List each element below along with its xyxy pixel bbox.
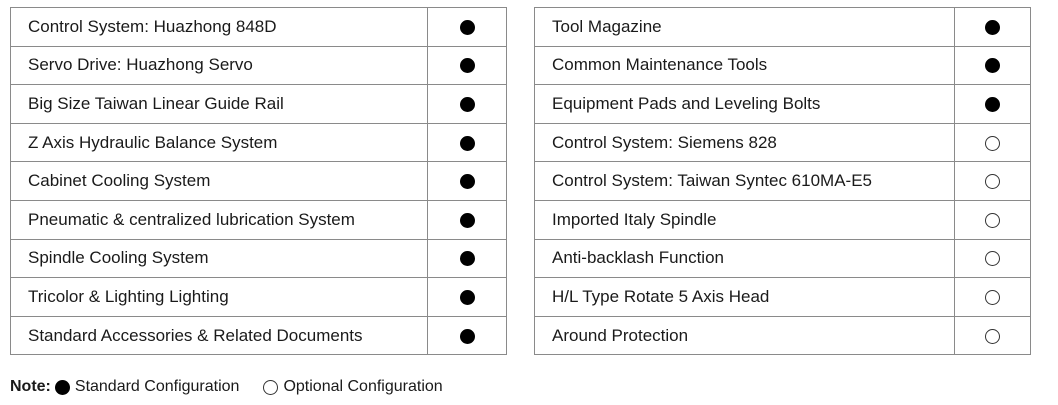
config-mark-cell <box>428 123 507 162</box>
feature-name: Tool Magazine <box>535 8 955 47</box>
config-mark-cell <box>428 8 507 47</box>
table-row <box>11 278 507 317</box>
config-mark-cell <box>955 85 1031 124</box>
feature-name: Pneumatic & centralized lubrication System <box>11 200 428 239</box>
filled-circle-icon <box>460 58 475 73</box>
table-row <box>535 316 1031 355</box>
table-row <box>11 239 507 278</box>
table-body-right <box>535 8 1031 355</box>
features-table-right <box>534 7 1031 355</box>
open-circle-icon <box>985 290 1000 305</box>
feature-name: Common Maintenance Tools <box>535 46 955 85</box>
feature-name: Cabinet Cooling System <box>11 162 428 201</box>
filled-circle-icon <box>460 213 475 228</box>
config-mark-cell <box>955 200 1031 239</box>
filled-circle-icon <box>985 97 1000 112</box>
open-circle-icon <box>263 380 278 395</box>
filled-circle-icon <box>985 58 1000 73</box>
config-mark-cell <box>955 316 1031 355</box>
optional-config-label: Optional Configuration <box>283 378 443 395</box>
table-row <box>535 239 1031 278</box>
filled-circle-icon <box>985 20 1000 35</box>
open-circle-icon <box>985 174 1000 189</box>
filled-circle-icon <box>460 20 475 35</box>
table-row <box>11 162 507 201</box>
legend-note <box>10 378 443 396</box>
table-row <box>11 316 507 355</box>
table-row <box>535 8 1031 47</box>
table-row <box>11 200 507 239</box>
feature-name: Tricolor & Lighting Lighting <box>11 278 428 317</box>
open-circle-icon <box>985 329 1000 344</box>
feature-name: Spindle Cooling System <box>11 239 428 278</box>
open-circle-icon <box>985 136 1000 151</box>
feature-name: Control System: Taiwan Syntec 610MA-E5 <box>535 162 955 201</box>
table-row <box>535 278 1031 317</box>
config-mark-cell <box>428 239 507 278</box>
feature-name: Standard Accessories & Related Documents <box>11 316 428 355</box>
config-mark-cell <box>428 46 507 85</box>
config-mark-cell <box>955 162 1031 201</box>
config-mark-cell <box>428 162 507 201</box>
table-body-left <box>11 8 507 355</box>
table-row <box>11 46 507 85</box>
standard-config-label: Standard Configuration <box>74 378 240 395</box>
filled-circle-icon <box>460 290 475 305</box>
open-circle-icon <box>985 213 1000 228</box>
feature-name: Imported Italy Spindle <box>535 200 955 239</box>
table-row <box>535 123 1031 162</box>
config-mark-cell <box>955 8 1031 47</box>
feature-name: Around Protection <box>535 316 955 355</box>
table-row <box>535 200 1031 239</box>
filled-circle-icon <box>460 174 475 189</box>
config-mark-cell <box>428 85 507 124</box>
config-mark-cell <box>428 316 507 355</box>
feature-name: Control System: Huazhong 848D <box>11 8 428 47</box>
feature-name: Big Size Taiwan Linear Guide Rail <box>11 85 428 124</box>
config-mark-cell <box>955 123 1031 162</box>
standard-features-table-left <box>10 7 507 355</box>
table-row <box>11 123 507 162</box>
filled-circle-icon <box>460 97 475 112</box>
table-row <box>11 8 507 47</box>
note-label: Note: <box>10 378 51 395</box>
table-row <box>535 85 1031 124</box>
config-mark-cell <box>955 239 1031 278</box>
filled-circle-icon <box>55 380 70 395</box>
config-mark-cell <box>428 278 507 317</box>
filled-circle-icon <box>460 329 475 344</box>
feature-name: H/L Type Rotate 5 Axis Head <box>535 278 955 317</box>
config-mark-cell <box>955 278 1031 317</box>
feature-name: Control System: Siemens 828 <box>535 123 955 162</box>
feature-name: Equipment Pads and Leveling Bolts <box>535 85 955 124</box>
feature-name: Servo Drive: Huazhong Servo <box>11 46 428 85</box>
filled-circle-icon <box>460 136 475 151</box>
config-mark-cell <box>428 200 507 239</box>
feature-name: Anti-backlash Function <box>535 239 955 278</box>
open-circle-icon <box>985 251 1000 266</box>
table-row <box>535 162 1031 201</box>
config-mark-cell <box>955 46 1031 85</box>
table-row <box>11 85 507 124</box>
feature-name: Z Axis Hydraulic Balance System <box>11 123 428 162</box>
filled-circle-icon <box>460 251 475 266</box>
table-row <box>535 46 1031 85</box>
